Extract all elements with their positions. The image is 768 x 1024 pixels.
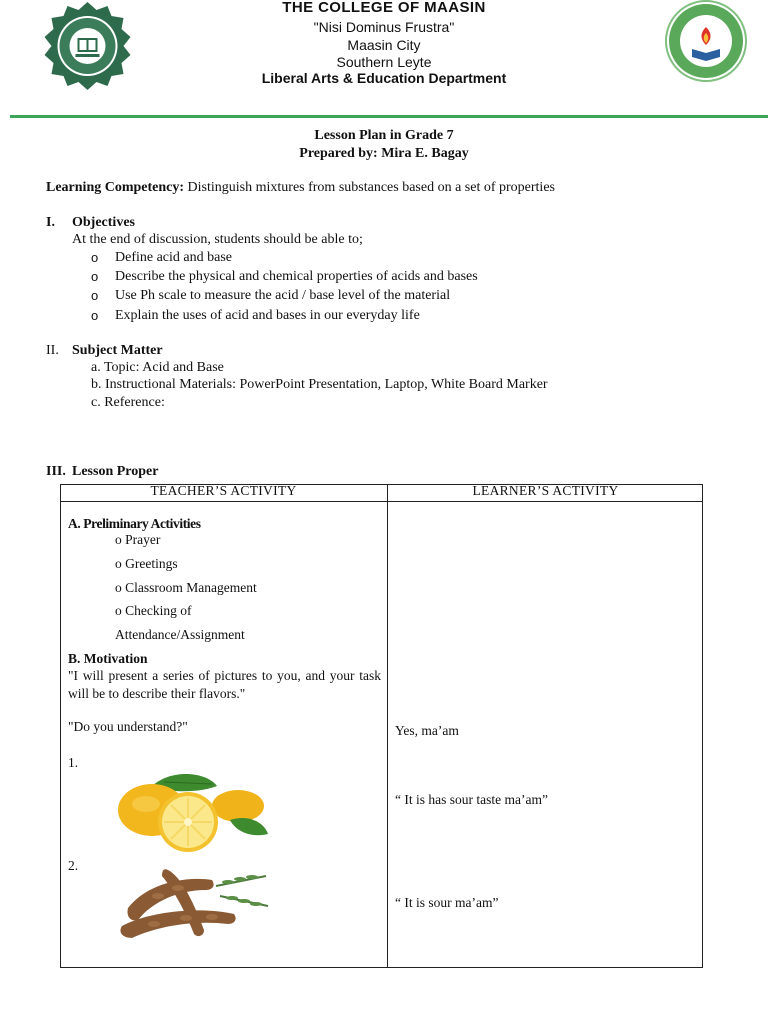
prelim-item: o Checking of	[115, 603, 192, 618]
learning-competency	[46, 180, 555, 196]
prelim-item: o Greetings	[115, 556, 178, 571]
motivation-heading: B. Motivation	[68, 651, 148, 666]
answer-understand: Yes, ma’am	[395, 723, 459, 738]
picture-number: 1.	[68, 755, 79, 770]
objective-text: Use Ph scale to measure the acid / base level of the material	[115, 288, 451, 303]
bullet-marker: o	[91, 269, 99, 284]
subject-matter-item: b. Instructional Materials: PowerPoint Presentation, Laptop, White Board Marker	[91, 377, 548, 392]
objectives-number: I.	[46, 215, 55, 230]
objective-item	[91, 250, 232, 266]
competency-label: Learning Competency:	[46, 180, 185, 195]
prelim-item: o Classroom Management	[115, 580, 257, 595]
teacher-activity-header: TEACHER’S ACTIVITY	[150, 483, 297, 498]
college-city: Maasin City	[347, 37, 421, 53]
department-name: Liberal Arts & Education Department	[261, 70, 507, 86]
tamarind-image	[108, 862, 272, 948]
prelim-item: o Prayer	[115, 532, 161, 547]
objective-item	[91, 308, 420, 324]
objectives-intro: At the end of discussion, students should be able to;	[72, 232, 363, 247]
college-name: THE COLLEGE OF MAASIN	[282, 0, 486, 16]
objective-item	[91, 288, 451, 304]
answer-lemon: “ It is has sour taste ma’am”	[395, 792, 548, 807]
bullet-marker: o	[91, 250, 99, 265]
answer-tamarind: “ It is sour ma’am”	[395, 895, 499, 910]
subject-matter-item: a. Topic: Acid and Base	[91, 360, 224, 375]
prelim-item: Attendance/Assignment	[115, 627, 245, 642]
bullet-marker: o	[91, 308, 99, 323]
objective-text: Explain the uses of acid and bases in our everyday life	[115, 308, 420, 323]
table-column-divider	[387, 484, 388, 968]
competency-text: Distinguish mixtures from substances based on a set of properties	[184, 180, 555, 195]
lesson-plan-title: Lesson Plan in Grade 7	[314, 128, 454, 143]
prepared-by: Prepared by: Mira E. Bagay	[299, 146, 469, 161]
objective-text: Define acid and base	[115, 250, 232, 265]
understand-question: "Do you understand?"	[68, 719, 188, 734]
lesson-proper-number: III.	[46, 464, 66, 479]
learner-activity-header: LEARNER’S ACTIVITY	[472, 483, 619, 498]
table-header-divider	[60, 501, 703, 502]
preliminary-activities-heading: A. Preliminary Activities	[68, 516, 201, 531]
objective-text: Describe the physical and chemical properties of acids and bases	[115, 269, 478, 284]
objectives-heading: Objectives	[72, 215, 135, 230]
subject-matter-number: II.	[46, 343, 59, 358]
subject-matter-heading: Subject Matter	[72, 343, 163, 358]
picture-number: 2.	[68, 858, 79, 873]
lemon-image	[112, 764, 272, 856]
motivation-text: "I will present a series of pictures to you, and your task will be to describe their flavors."	[68, 668, 381, 701]
college-motto: "Nisi Dominus Frustra"	[313, 19, 455, 35]
bullet-marker: o	[91, 288, 99, 303]
header-divider	[10, 115, 768, 118]
college-province: Southern Leyte	[336, 54, 432, 70]
lesson-proper-heading: Lesson Proper	[72, 464, 159, 479]
objective-item	[91, 269, 478, 285]
subject-matter-item: c. Reference:	[91, 395, 165, 410]
